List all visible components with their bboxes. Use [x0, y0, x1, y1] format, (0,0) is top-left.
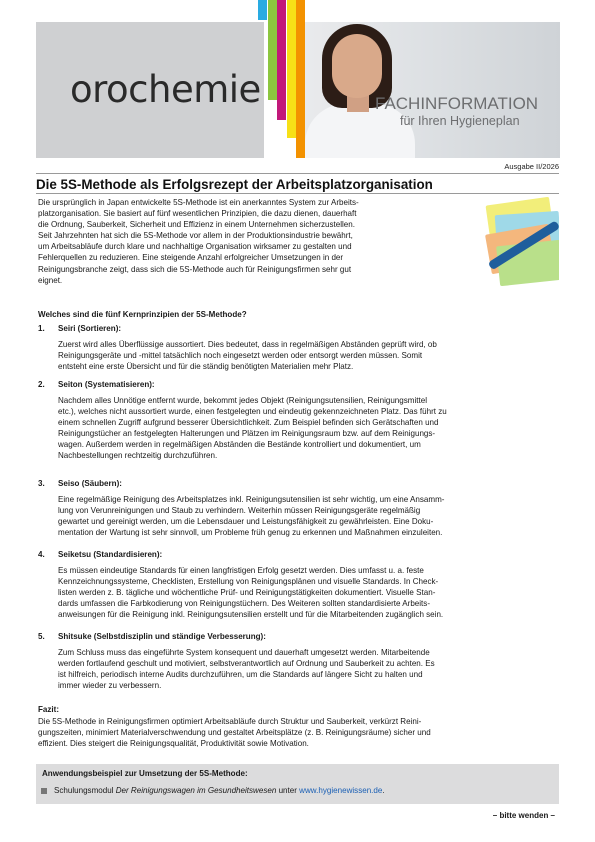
page-title: Die 5S-Methode als Erfolgsrezept der Arbeitsplatzorganisation [36, 177, 433, 192]
principle-heading: Shitsuke (Selbstdisziplin und ständige Verbesserung): [58, 632, 266, 641]
intro-line: die Ordnung, Sauberkeit, Sicherheit und Effizienz in einem Unternehmen sicherzustellen. [38, 220, 355, 230]
example-prefix: Schulungsmodul [54, 786, 116, 795]
intro-line: platzorganisation. Sie basiert auf fünf wesentlichen Prinzipien, die dazu dienen, dauerhaft [38, 209, 357, 219]
principle-line: entsteht eine erste Übersicht und für die ständig benötigten Materialien mehr Platz. [58, 362, 354, 372]
principle-line: gewartet und gereinigt werden, um die Lebensdauer und Leistungsfähigkeit zu gewährleisten. Eine Doku- [58, 517, 434, 527]
principle-line: Nachdem alles Unnötige entfernt wurde, bekommt jedes Objekt (Reinigungsutensilien, Reinigungsmittel [58, 396, 428, 405]
intro-line: Reinigungsbranche zeigt, dass sich die 5S-Methode auch für Reinigungsfirmen sehr gut [38, 264, 352, 274]
example-heading: Anwendungsbeispiel zur Umsetzung der 5S-Methode: [42, 769, 248, 778]
principle-line: etc.), welches nicht aussortiert wurde, einen festgelegten und eindeutig gekennzeichneten Platz. Das führt zu [58, 407, 447, 417]
header-photo [305, 22, 560, 158]
intro-line: Seit Jahrzehnten hat sich die 5S-Methode vor allem in der Produktionsindustrie bewährt, [38, 231, 353, 241]
principle-line: Reinigungsgeräte und -mittel tatsächlich noch eingesetzt werden oder entsorgt werden müssen. Somit [58, 351, 423, 361]
principle-line: werden fortlaufend geschult und motiviert, selbstverantwortlich auf Ordnung und Sauberkeit zu achten. Es [58, 659, 435, 669]
accent-stripe-yellow [287, 0, 296, 138]
please-turn-note: – bitte wenden – [492, 811, 555, 820]
principle-heading: Seiri (Sortieren): [58, 324, 122, 333]
example-text [54, 785, 385, 796]
photo-face-shape [332, 34, 382, 98]
principle-line: dards umfassen die Farbkodierung von Reinigungstüchern. Des Weiteren sollten standardisierte Arbeits- [58, 599, 430, 609]
principle-line: Reinigungstücher an festgelegten Halterungen und Plätzen im Reinigungsraum bzw. auf dem Reinigungs- [58, 429, 436, 439]
principle-line: Zuerst wird alles Überflüssige aussortiert. Dies bedeutet, dass in regelmäßigen Abständen geprüft wird, ob [58, 340, 437, 349]
principle-line: wagen. Außerdem werden in regelmäßigen Abständen die Bestände kontrolliert und dokumentiert, um [58, 440, 421, 450]
principle-line: Nachbestellungen rechtzeitig durchzuführen. [58, 451, 218, 461]
accent-stripe-orange [296, 0, 305, 158]
example-suffix: . [382, 786, 385, 795]
principle-number: 5. [38, 632, 45, 641]
principle-line: ist hilfreich, periodisch interne Audits durchzuführen, um die Standards auf längere Sicht zu halten und [58, 670, 423, 680]
intro-paragraph [38, 197, 478, 286]
brand-logo: orochemie [70, 68, 261, 111]
principle-body [58, 647, 556, 691]
intro-line: Fehlerquellen zu reduzieren. Eine steigende Anzahl erfolgreicher Umsetzungen in der [38, 253, 344, 263]
hygienewissen-link[interactable]: www.hygienewissen.de [299, 786, 383, 795]
principle-line: Zum Schluss muss das eingeführte System konsequent und dauerhaft umgesetzt werden. Mitarbeitende [58, 648, 430, 657]
accent-stripe-cyan [258, 0, 267, 20]
principle-number: 2. [38, 380, 45, 389]
principle-line: lung von Verunreinigungen und Staub zu verhindern. Weiterhin müssen Reinigungsgeräte regelmäßig [58, 506, 421, 516]
principle-line: anweisungen für die Reinigung inkl. Reinigungsutensilien erstellt und für die Mitarbeitenden zugänglich sein. [58, 610, 444, 620]
intro-line: eignet. [38, 275, 63, 285]
question-heading: Welches sind die fünf Kernprinzipien der 5S-Methode? [38, 310, 247, 319]
example-middle: unter [276, 786, 300, 795]
fazit-paragraph [38, 716, 558, 749]
principle-body [58, 494, 556, 538]
principle-body [58, 395, 556, 462]
bullet-square-icon [41, 788, 47, 794]
fachinformation-subtitle: für Ihren Hygieneplan [400, 114, 520, 128]
principle-line: einem schnellen Zugriff aufgrund besserer Übersichtlichkeit. Zum Beispiel befinden sich Gerätschaften und [58, 418, 439, 428]
title-rule-top [36, 173, 559, 174]
fazit-heading: Fazit: [38, 705, 60, 714]
fazit-line: Die 5S-Methode in Reinigungsfirmen optimiert Arbeitsabläufe durch Struktur und Sauberkeit, verkürzt Reini- [38, 717, 422, 726]
title-rule-bottom [36, 193, 559, 194]
principle-number: 1. [38, 324, 45, 333]
principle-line: listen werden z. B. tägliche und wöchentliche Prüf- und Reinigungstätigkeiten dokumentiert. Visuelle Stan- [58, 588, 436, 598]
fachinformation-title: FACHINFORMATION [375, 94, 539, 113]
fazit-line: gungszeiten, minimiert Materialverschwendung und gestaltet Arbeitsplätze (z. B. Reinigungsräume) sicher und [38, 728, 431, 738]
intro-line: Die ursprünglich in Japan entwickelte 5S-Methode ist ein anerkanntes System zur Arbeits- [38, 198, 359, 207]
principle-number: 4. [38, 550, 45, 559]
issue-label: Ausgabe II/2026 [504, 162, 559, 171]
accent-stripe-magenta [277, 0, 286, 120]
principle-body [58, 565, 556, 620]
accent-stripe-green [268, 0, 277, 100]
principle-heading: Seiton (Systematisieren): [58, 380, 155, 389]
principle-line: Kennzeichnungssysteme, Checklisten, Erstellung von Reinigungsplänen und visuelle Standards. In Check- [58, 577, 439, 587]
intro-line: um Arbeitsabläufe durch klare und nachhaltige Organisation wirksamer zu gestalten und [38, 242, 352, 252]
principle-body [58, 339, 556, 372]
principle-heading: Seiketsu (Standardisieren): [58, 550, 163, 559]
fazit-line: effizient. Dies steigert die Reinigungsqualität, Produktivität sowie Motivation. [38, 739, 309, 749]
principle-line: Es müssen eindeutige Standards für einen langfristigen Erfolg gesetzt werden. Dies umfasst u. a. feste [58, 566, 424, 575]
principle-line: mentation der Wartung ist sehr sinnvoll, um Probleme früh genug zu erkennen und Maßnahmen einzuleiten. [58, 528, 443, 538]
principle-line: immer wieder zu verbessern. [58, 681, 162, 691]
principle-number: 3. [38, 479, 45, 488]
principle-heading: Seiso (Säubern): [58, 479, 122, 488]
example-module-title: Der Reinigungswagen im Gesundheitswesen [115, 786, 277, 795]
principle-line: Eine regelmäßige Reinigung des Arbeitsplatzes inkl. Reinigungsutensilien ist sehr wichtig, um eine Ansamm- [58, 495, 445, 504]
